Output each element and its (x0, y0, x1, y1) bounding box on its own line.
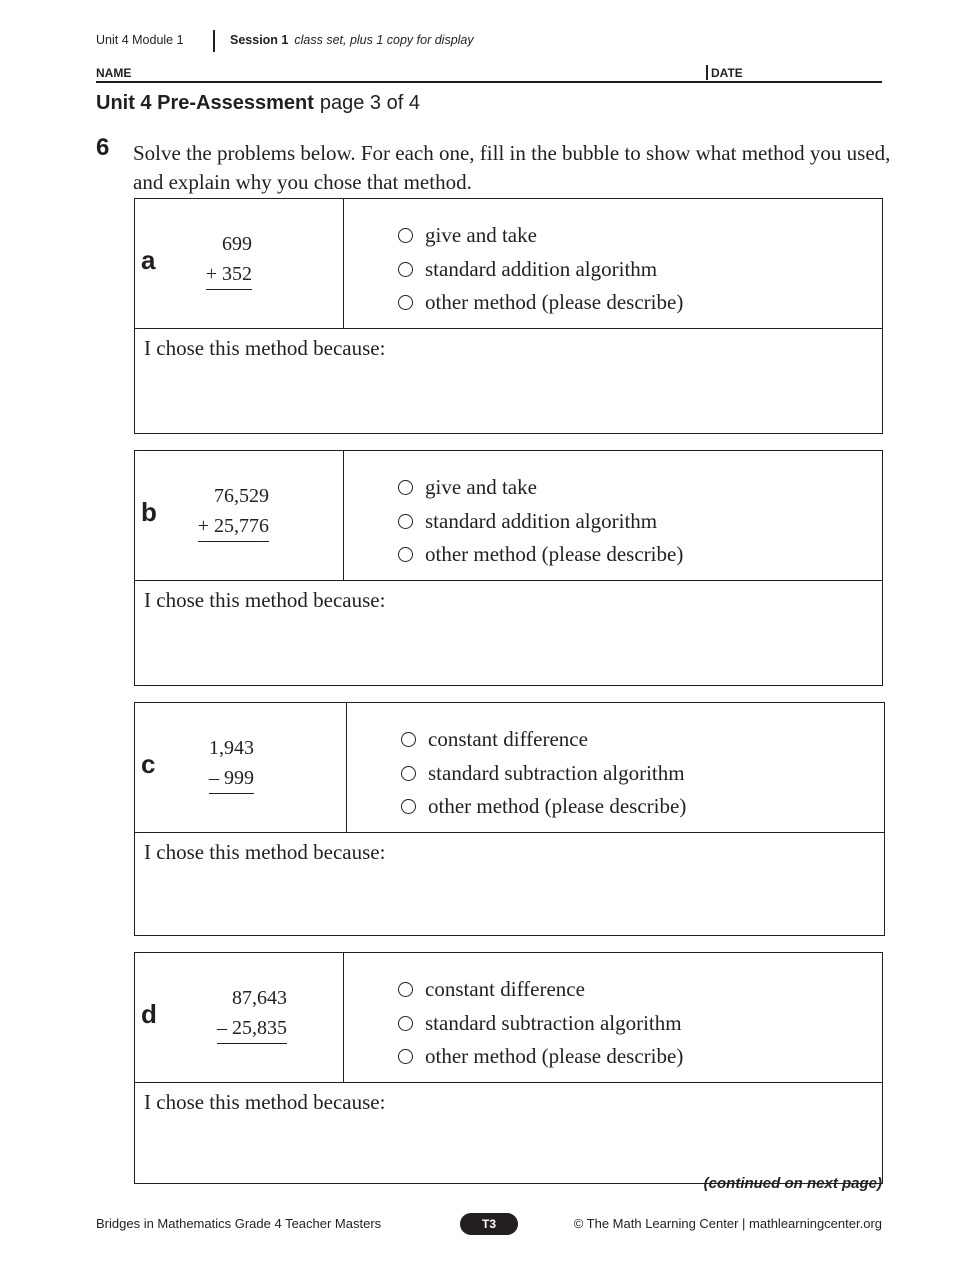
radio-bubble-icon[interactable] (398, 1016, 413, 1031)
date-divider (706, 65, 708, 80)
problem-d (134, 952, 883, 1184)
radio-bubble-icon[interactable] (401, 732, 416, 747)
column-divider (343, 953, 344, 1082)
problem-expression (209, 733, 254, 794)
problem-c (134, 702, 885, 936)
method-option-label: other method (please describe) (425, 1044, 684, 1068)
method-option-label: constant difference (428, 727, 588, 751)
problem-line1: 87,643 (232, 987, 287, 1009)
method-option[interactable] (398, 253, 683, 287)
method-option-label: other method (please describe) (425, 542, 684, 566)
radio-bubble-icon[interactable] (398, 514, 413, 529)
radio-bubble-icon[interactable] (398, 295, 413, 310)
column-divider (346, 703, 347, 832)
problem-expression (206, 229, 252, 290)
footer-copyright: © The Math Learning Center | mathlearningcenter.org (573, 1216, 882, 1231)
page-info: page 3 of 4 (319, 92, 420, 114)
problem-letter: a (141, 245, 156, 275)
problem-line2: + 352 (206, 259, 252, 290)
problem-b (134, 450, 883, 686)
continued-note: (continued on next page) (703, 1175, 882, 1192)
header-divider (213, 30, 215, 52)
name-line (96, 81, 882, 83)
session-note: class set, plus 1 copy for display (294, 33, 474, 47)
method-option[interactable] (401, 723, 686, 757)
session-info (230, 33, 474, 47)
problem-line1: 1,943 (209, 737, 254, 759)
question-number: 6 (96, 134, 110, 161)
reason-prompt[interactable]: I chose this method because: (144, 588, 386, 612)
page-badge: T3 (460, 1213, 518, 1235)
problem-line1: 76,529 (214, 485, 269, 507)
radio-bubble-icon[interactable] (398, 982, 413, 997)
problem-line2: + 25,776 (198, 511, 269, 542)
method-option[interactable] (401, 757, 686, 791)
method-option[interactable] (398, 973, 683, 1007)
method-option[interactable] (398, 471, 683, 505)
problem-letter: c (141, 749, 156, 779)
reason-prompt[interactable]: I chose this method because: (144, 840, 386, 864)
unit-module-label: Unit 4 Module 1 (96, 33, 184, 47)
problem-letter: d (141, 999, 157, 1029)
method-option[interactable] (398, 1040, 683, 1074)
page-title (96, 92, 420, 115)
radio-bubble-icon[interactable] (401, 766, 416, 781)
method-options (398, 471, 683, 572)
method-option[interactable] (398, 1007, 683, 1041)
method-option-label: standard subtraction algorithm (425, 1010, 682, 1035)
method-option-label: other method (please describe) (425, 290, 684, 314)
problem-line2: – 999 (209, 763, 254, 794)
method-option-label: constant difference (425, 977, 585, 1001)
method-option-label: standard addition algorithm (425, 508, 658, 533)
problem-expression (217, 983, 287, 1044)
reason-prompt[interactable]: I chose this method because: (144, 336, 386, 360)
problem-line1: 699 (222, 233, 252, 255)
problem-letter: b (141, 497, 157, 527)
column-divider (343, 199, 344, 328)
assessment-title: Unit 4 Pre-Assessment (96, 92, 314, 114)
footer-publication: Bridges in Mathematics Grade 4 Teacher Masters (96, 1216, 382, 1231)
method-options (398, 973, 683, 1074)
radio-bubble-icon[interactable] (398, 480, 413, 495)
problem-line2: – 25,835 (217, 1013, 287, 1044)
method-option-label: give and take (425, 223, 537, 247)
problem-expression (198, 481, 269, 542)
radio-bubble-icon[interactable] (398, 1049, 413, 1064)
session-label: Session 1 (230, 33, 289, 47)
radio-bubble-icon[interactable] (398, 228, 413, 243)
method-options (401, 723, 686, 824)
method-option-label: other method (please describe) (428, 794, 687, 818)
method-options (398, 219, 683, 320)
method-option[interactable] (401, 790, 686, 824)
method-option-label: standard subtraction algorithm (428, 760, 685, 785)
method-option-label: give and take (425, 475, 537, 499)
method-option[interactable] (398, 286, 683, 320)
method-option[interactable] (398, 538, 683, 572)
method-option[interactable] (398, 505, 683, 539)
radio-bubble-icon[interactable] (398, 262, 413, 277)
problem-a (134, 198, 883, 434)
name-label: NAME (96, 66, 132, 80)
date-label: DATE (711, 66, 743, 80)
column-divider (343, 451, 344, 580)
method-option[interactable] (398, 219, 683, 253)
radio-bubble-icon[interactable] (401, 799, 416, 814)
method-option-label: standard addition algorithm (425, 256, 658, 281)
reason-prompt[interactable]: I chose this method because: (144, 1090, 386, 1114)
radio-bubble-icon[interactable] (398, 547, 413, 562)
question-text: Solve the problems below. For each one, fill in the bubble to show what method you used, and explain why you chose that method. (133, 141, 891, 194)
